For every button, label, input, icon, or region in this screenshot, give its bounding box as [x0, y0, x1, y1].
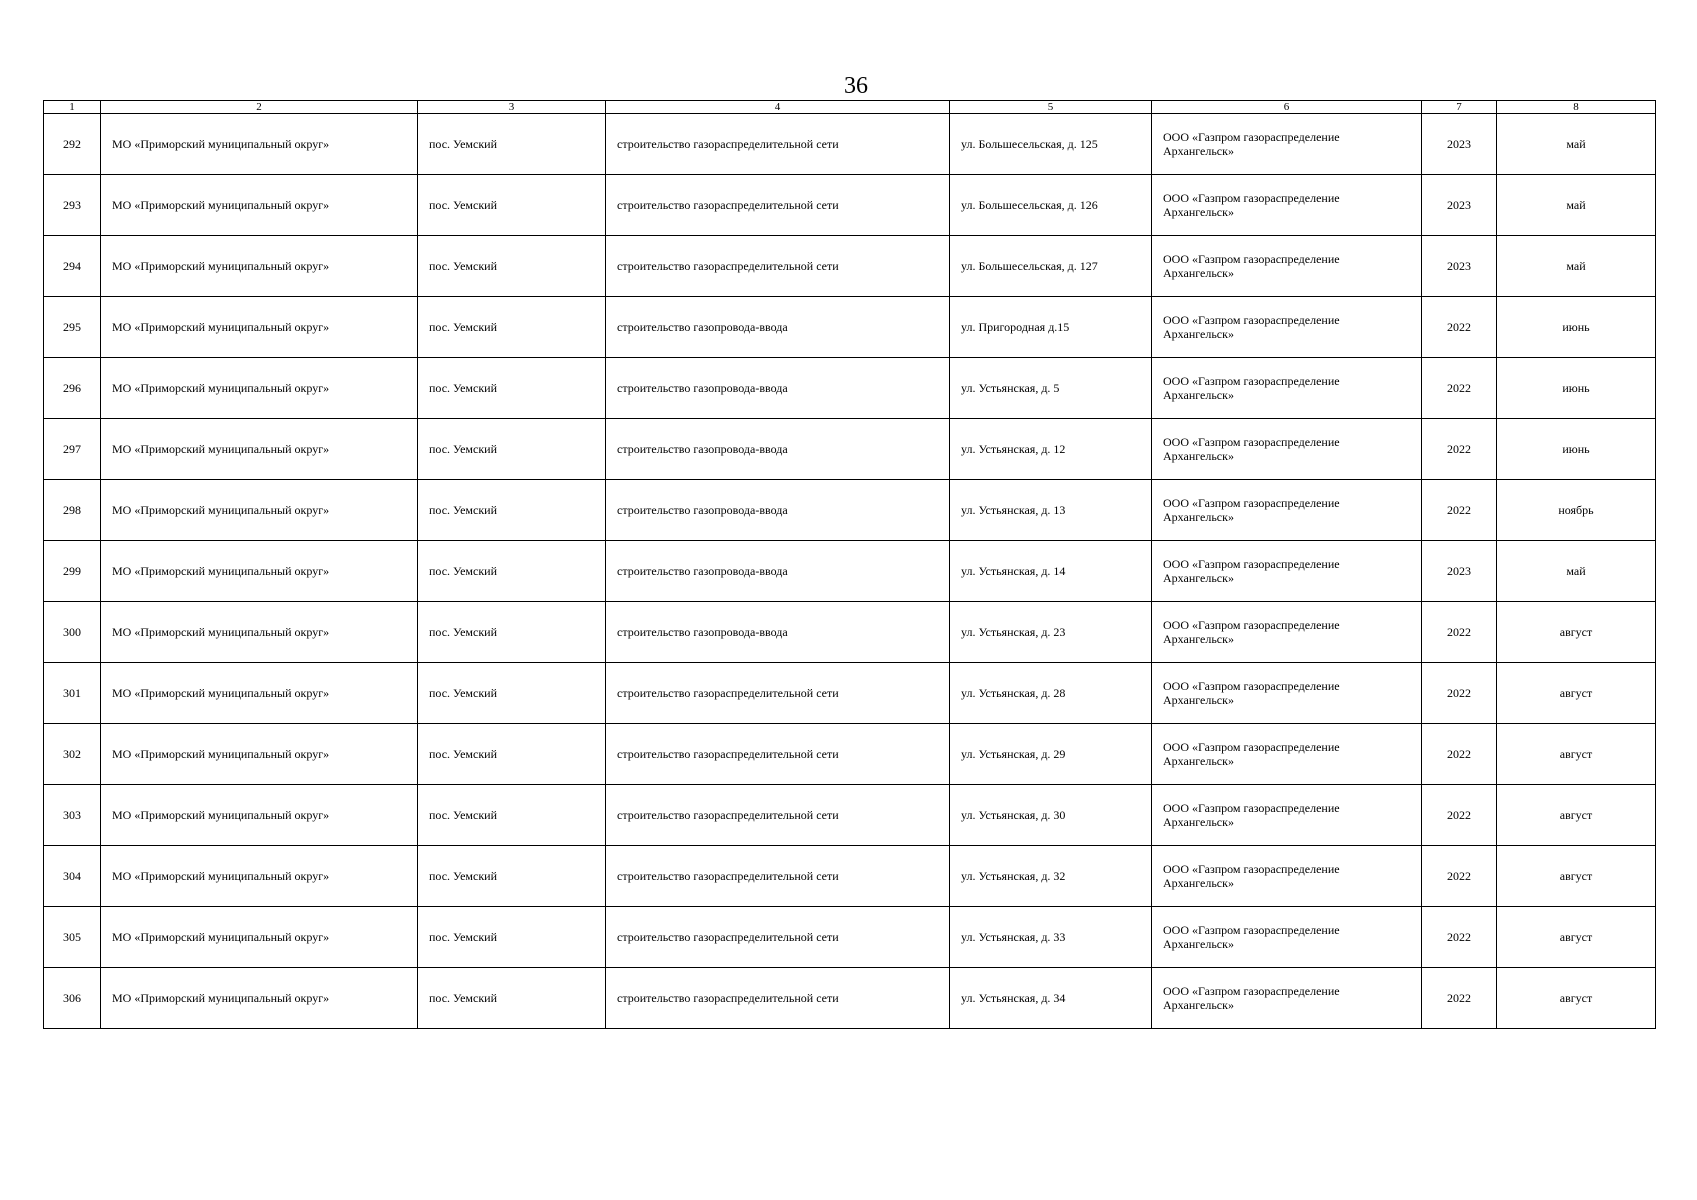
month-cell: август [1497, 968, 1656, 1029]
organization-line: ООО «Газпром газораспределение [1163, 496, 1340, 510]
municipality-cell: МО «Приморский муниципальный округ» [101, 724, 418, 785]
settlement-cell: пос. Уемский [418, 541, 606, 602]
organization-cell [1152, 602, 1422, 663]
work-type-cell: строительство газопровода-ввода [606, 419, 950, 480]
row-number-cell: 295 [44, 297, 101, 358]
organization-cell [1152, 541, 1422, 602]
settlement-cell: пос. Уемский [418, 114, 606, 175]
organization-line: ООО «Газпром газораспределение [1163, 557, 1340, 571]
address-cell: ул. Устьянская, д. 12 [950, 419, 1152, 480]
table-row [44, 297, 1656, 358]
municipality-cell: МО «Приморский муниципальный округ» [101, 175, 418, 236]
work-type-cell: строительство газопровода-ввода [606, 541, 950, 602]
organization-line: Архангельск» [1163, 754, 1234, 768]
table-row [44, 663, 1656, 724]
organization-line: Архангельск» [1163, 266, 1234, 280]
address-cell: ул. Устьянская, д. 28 [950, 663, 1152, 724]
municipality-cell: МО «Приморский муниципальный округ» [101, 236, 418, 297]
month-cell: май [1497, 236, 1656, 297]
work-type-cell: строительство газораспределительной сети [606, 663, 950, 724]
organization-cell [1152, 297, 1422, 358]
month-cell: июнь [1497, 297, 1656, 358]
organization-line: ООО «Газпром газораспределение [1163, 923, 1340, 937]
organization-line: Архангельск» [1163, 510, 1234, 524]
address-cell: ул. Большесельская, д. 127 [950, 236, 1152, 297]
municipality-cell: МО «Приморский муниципальный округ» [101, 297, 418, 358]
organization-cell [1152, 236, 1422, 297]
month-cell: ноябрь [1497, 480, 1656, 541]
organization-line: Архангельск» [1163, 571, 1234, 585]
table-row [44, 541, 1656, 602]
settlement-cell: пос. Уемский [418, 724, 606, 785]
row-number-cell: 306 [44, 968, 101, 1029]
municipality-cell: МО «Приморский муниципальный округ» [101, 480, 418, 541]
table-row [44, 480, 1656, 541]
work-type-cell: строительство газораспределительной сети [606, 724, 950, 785]
organization-cell [1152, 114, 1422, 175]
column-number: 4 [606, 101, 950, 114]
organization-line: ООО «Газпром газораспределение [1163, 740, 1340, 754]
year-cell: 2022 [1422, 602, 1497, 663]
settlement-cell: пос. Уемский [418, 846, 606, 907]
address-cell: ул. Устьянская, д. 33 [950, 907, 1152, 968]
month-cell: июнь [1497, 358, 1656, 419]
table-row [44, 114, 1656, 175]
organization-line: ООО «Газпром газораспределение [1163, 801, 1340, 815]
organization-line: Архангельск» [1163, 327, 1234, 341]
work-type-cell: строительство газораспределительной сети [606, 236, 950, 297]
organization-cell [1152, 724, 1422, 785]
table-row [44, 846, 1656, 907]
organization-line: ООО «Газпром газораспределение [1163, 374, 1340, 388]
row-number-cell: 299 [44, 541, 101, 602]
address-cell: ул. Большесельская, д. 126 [950, 175, 1152, 236]
address-cell: ул. Устьянская, д. 23 [950, 602, 1152, 663]
organization-line: Архангельск» [1163, 693, 1234, 707]
row-number-cell: 298 [44, 480, 101, 541]
work-type-cell: строительство газораспределительной сети [606, 968, 950, 1029]
organization-cell [1152, 968, 1422, 1029]
organization-line: Архангельск» [1163, 876, 1234, 890]
column-number: 6 [1152, 101, 1422, 114]
year-cell: 2022 [1422, 846, 1497, 907]
organization-line: ООО «Газпром газораспределение [1163, 618, 1340, 632]
organization-line: Архангельск» [1163, 632, 1234, 646]
row-number-cell: 301 [44, 663, 101, 724]
year-cell: 2023 [1422, 236, 1497, 297]
settlement-cell: пос. Уемский [418, 602, 606, 663]
table-row [44, 968, 1656, 1029]
municipality-cell: МО «Приморский муниципальный округ» [101, 541, 418, 602]
organization-line: ООО «Газпром газораспределение [1163, 435, 1340, 449]
work-type-cell: строительство газопровода-ввода [606, 480, 950, 541]
organization-line: ООО «Газпром газораспределение [1163, 191, 1340, 205]
address-cell: ул. Устьянская, д. 34 [950, 968, 1152, 1029]
year-cell: 2022 [1422, 358, 1497, 419]
settlement-cell: пос. Уемский [418, 236, 606, 297]
row-number-cell: 292 [44, 114, 101, 175]
settlement-cell: пос. Уемский [418, 968, 606, 1029]
settlement-cell: пос. Уемский [418, 480, 606, 541]
column-number: 2 [101, 101, 418, 114]
year-cell: 2022 [1422, 968, 1497, 1029]
month-cell: май [1497, 175, 1656, 236]
organization-line: Архангельск» [1163, 205, 1234, 219]
work-type-cell: строительство газопровода-ввода [606, 602, 950, 663]
settlement-cell: пос. Уемский [418, 297, 606, 358]
table-row [44, 785, 1656, 846]
settlement-cell: пос. Уемский [418, 907, 606, 968]
organization-line: ООО «Газпром газораспределение [1163, 679, 1340, 693]
address-cell: ул. Устьянская, д. 13 [950, 480, 1152, 541]
row-number-cell: 305 [44, 907, 101, 968]
organization-line: Архангельск» [1163, 449, 1234, 463]
organization-line: Архангельск» [1163, 388, 1234, 402]
year-cell: 2022 [1422, 419, 1497, 480]
gasification-table [43, 100, 1656, 1029]
month-cell: август [1497, 785, 1656, 846]
organization-cell [1152, 663, 1422, 724]
year-cell: 2022 [1422, 297, 1497, 358]
organization-cell [1152, 419, 1422, 480]
year-cell: 2022 [1422, 663, 1497, 724]
table-row [44, 175, 1656, 236]
organization-cell [1152, 907, 1422, 968]
row-number-cell: 304 [44, 846, 101, 907]
work-type-cell: строительство газораспределительной сети [606, 907, 950, 968]
settlement-cell: пос. Уемский [418, 175, 606, 236]
settlement-cell: пос. Уемский [418, 358, 606, 419]
year-cell: 2023 [1422, 175, 1497, 236]
month-cell: август [1497, 846, 1656, 907]
year-cell: 2022 [1422, 480, 1497, 541]
municipality-cell: МО «Приморский муниципальный округ» [101, 114, 418, 175]
municipality-cell: МО «Приморский муниципальный округ» [101, 785, 418, 846]
row-number-cell: 300 [44, 602, 101, 663]
organization-line: ООО «Газпром газораспределение [1163, 984, 1340, 998]
address-cell: ул. Устьянская, д. 14 [950, 541, 1152, 602]
settlement-cell: пос. Уемский [418, 419, 606, 480]
settlement-cell: пос. Уемский [418, 785, 606, 846]
organization-cell [1152, 480, 1422, 541]
row-number-cell: 297 [44, 419, 101, 480]
settlement-cell: пос. Уемский [418, 663, 606, 724]
table-row [44, 419, 1656, 480]
row-number-cell: 294 [44, 236, 101, 297]
month-cell: август [1497, 907, 1656, 968]
organization-line: Архангельск» [1163, 998, 1234, 1012]
work-type-cell: строительство газопровода-ввода [606, 297, 950, 358]
page-number: 36 [844, 73, 868, 99]
municipality-cell: МО «Приморский муниципальный округ» [101, 419, 418, 480]
month-cell: май [1497, 114, 1656, 175]
table-row [44, 907, 1656, 968]
work-type-cell: строительство газораспределительной сети [606, 846, 950, 907]
municipality-cell: МО «Приморский муниципальный округ» [101, 846, 418, 907]
organization-cell [1152, 846, 1422, 907]
address-cell: ул. Устьянская, д. 29 [950, 724, 1152, 785]
month-cell: август [1497, 724, 1656, 785]
organization-line: Архангельск» [1163, 815, 1234, 829]
row-number-cell: 293 [44, 175, 101, 236]
column-number: 8 [1497, 101, 1656, 114]
address-cell: ул. Пригородная д.15 [950, 297, 1152, 358]
organization-cell [1152, 175, 1422, 236]
column-number-row [44, 101, 1656, 114]
table-body [44, 101, 1656, 1029]
municipality-cell: МО «Приморский муниципальный округ» [101, 358, 418, 419]
year-cell: 2022 [1422, 724, 1497, 785]
month-cell: август [1497, 602, 1656, 663]
month-cell: май [1497, 541, 1656, 602]
table-row [44, 602, 1656, 663]
table-row [44, 724, 1656, 785]
organization-line: Архангельск» [1163, 937, 1234, 951]
year-cell: 2022 [1422, 907, 1497, 968]
organization-line: ООО «Газпром газораспределение [1163, 252, 1340, 266]
work-type-cell: строительство газораспределительной сети [606, 785, 950, 846]
municipality-cell: МО «Приморский муниципальный округ» [101, 968, 418, 1029]
organization-line: Архангельск» [1163, 144, 1234, 158]
year-cell: 2022 [1422, 785, 1497, 846]
organization-cell [1152, 358, 1422, 419]
column-number: 1 [44, 101, 101, 114]
table-row [44, 358, 1656, 419]
work-type-cell: строительство газопровода-ввода [606, 358, 950, 419]
municipality-cell: МО «Приморский муниципальный округ» [101, 907, 418, 968]
month-cell: июнь [1497, 419, 1656, 480]
row-number-cell: 296 [44, 358, 101, 419]
work-type-cell: строительство газораспределительной сети [606, 114, 950, 175]
column-number: 5 [950, 101, 1152, 114]
organization-line: ООО «Газпром газораспределение [1163, 130, 1340, 144]
municipality-cell: МО «Приморский муниципальный округ» [101, 663, 418, 724]
row-number-cell: 302 [44, 724, 101, 785]
year-cell: 2023 [1422, 541, 1497, 602]
column-number: 3 [418, 101, 606, 114]
year-cell: 2023 [1422, 114, 1497, 175]
row-number-cell: 303 [44, 785, 101, 846]
address-cell: ул. Устьянская, д. 32 [950, 846, 1152, 907]
organization-line: ООО «Газпром газораспределение [1163, 862, 1340, 876]
address-cell: ул. Большесельская, д. 125 [950, 114, 1152, 175]
organization-cell [1152, 785, 1422, 846]
municipality-cell: МО «Приморский муниципальный округ» [101, 602, 418, 663]
organization-line: ООО «Газпром газораспределение [1163, 313, 1340, 327]
table-row [44, 236, 1656, 297]
work-type-cell: строительство газораспределительной сети [606, 175, 950, 236]
month-cell: август [1497, 663, 1656, 724]
address-cell: ул. Устьянская, д. 5 [950, 358, 1152, 419]
address-cell: ул. Устьянская, д. 30 [950, 785, 1152, 846]
column-number: 7 [1422, 101, 1497, 114]
